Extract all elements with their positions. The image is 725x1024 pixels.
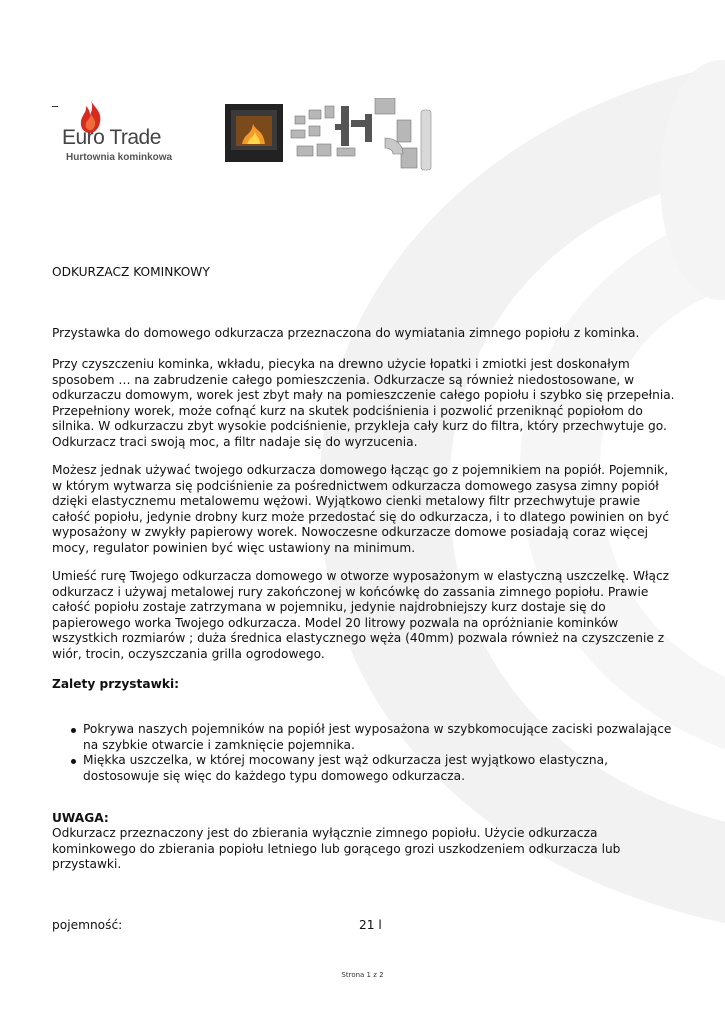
usage-paragraph: Umieść rurę Twojego odkurzacza domowego w otworze wyposażonym w elastyczną uszczelkę. Włącz odkurzacz i używaj metalowej rury zakończonej w końcówkę do zassania zimnego popiołu. Prawie całość popiołu zostaje zatrzymana w pojemniku, jedynie najdrobniejszy kurz dostaje się do papierowego worka Twojego odkurzacza. Model 20 litrowy pozwala na opróżnianie kominków wszystkich rozmiarów ; duża średnica elastycznego węża (40mm) pozwala również na czyszczenie z wiór, trocin, oczyszczania grilla ogrodowego.	[52, 569, 670, 661]
problem-paragraph: Przy czyszczeniu kominka, wkładu, piecyka na drewno użycie łopatki i zmiotki jest doskonałym sposobem … na zabrudzenie całego pomieszczenia. Odkurzacze są również niedostosowane, w odkurzaczu domowym, worek jest zbyt mały na pomieszczenie całego popiołu i szybko się przepełnia. Przepełniony worek, może cofnąć kurz na skutek podciśnienia i pozwolić przeniknąć popiołom do silnika. W odkurzaczu zbyt wysokie podciśnienie, przykleja cały kurz do filtra, który przechwytuje go. Odkurzacz traci swoją moc, a filtr nadaje się do wyrzucenia.	[52, 357, 675, 449]
capacity-label: pojemność:	[52, 918, 123, 932]
capacity-value: 21 l	[359, 918, 382, 932]
list-item: Miękka uszczelka, w której mocowany jest wąż odkurzacza jest wyjątkowo elastyczna, dostosowuje się więc do każdego typu domowego odkurzacza.	[83, 753, 683, 784]
solution-paragraph: Możesz jednak używać twojego odkurzacza domowego łącząc go z pojemnikiem na popiół. Pojemnik, w którym wytwarza się podciśnienie za pośrednictwem odkurzacza domowego zasysa zimny popiół dzięki elastycznemu metalowemu wężowi. Wyjątkowo cienki metalowy filtr przechwytuje prawie całość popiołu, jedynie drobny kurz może przedostać się do odkurzacza, i to dlatego powinien on być wyposażony w zwykły papierowy worek. Nowoczesne odkurzacze domowe posiadają coraz więcej mocy, regulator powinien być więc ustawiony na minimum.	[52, 463, 670, 555]
logo-wordmark: Euro Trade	[62, 126, 161, 149]
header-dash	[52, 106, 58, 107]
advantages-heading: Zalety przystawki:	[52, 677, 180, 691]
page-number: Strona 1 z 2	[341, 971, 384, 979]
warning-heading: UWAGA:	[52, 811, 109, 825]
document-header	[52, 98, 452, 178]
warning-text: Odkurzacz przeznaczony jest do zbierania wyłącznie zimnego popiołu. Użycie odkurzacza kominkowego do zbierania popiołu letniego lub gorącego grozi uszkodzeniem odkurzacza lub przystawki.	[52, 826, 621, 872]
products-illustration	[225, 98, 435, 174]
list-item: Pokrywa naszych pojemników na popiół jest wyposażona w szybkomocujące zaciski pozwalające na szybkie otwarcie i zamknięcie pojemnika.	[83, 722, 683, 753]
advantages-list	[52, 722, 683, 784]
document-title: ODKURZACZ KOMINKOWY	[52, 265, 210, 279]
logo-subtitle: Hurtownia kominkowa	[66, 152, 173, 163]
intro-paragraph: Przystawka do domowego odkurzacza przeznaczona do wymiatania zimnego popiołu z kominka.	[52, 326, 640, 340]
company-logo	[52, 98, 182, 168]
